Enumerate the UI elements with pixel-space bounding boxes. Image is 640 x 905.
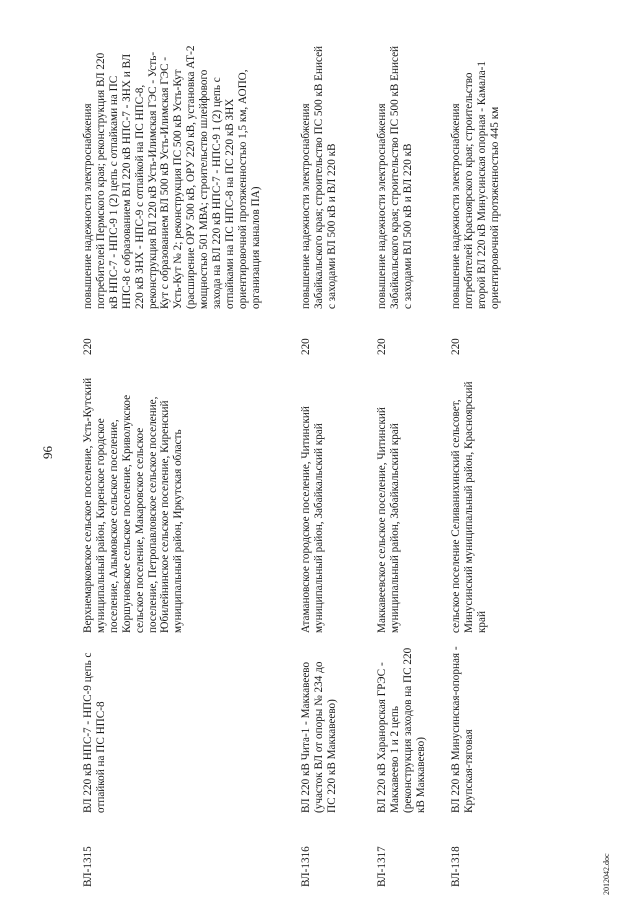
row-line-name: ВЛ 220 кВ Харанорская ГРЭС - Маккавеево 1 и 2 цепь (реконструкция заходов на ПС 220 кВ Маккавеево) [376,647,427,813]
table-row [82,0,300,905]
row-line-name: ВЛ 220 кВ Минусинская-опорная - Крупская-тяговая [450,646,475,813]
row-code: ВЛ-1316 [300,846,312,887]
row-line-name: ВЛ 220 кВ Чита-1 - Маккавеево (участок ВЛ от опоры № 234 до ПС 220 кВ Маккавеево) [300,661,338,813]
row-purpose: повышение надежности электроснабжения потребителей Пермского края; реконструкция ВЛ 220 кВ НПС-7 - НПС-9 1 (2) цепь с отпайками на ПС НПС-8 с образованием ВЛ 220 кВ НПС-7 - ЗНХ и ВЛ 220 кВ ЗНХ - НПС-9 с отпайкой на ПС НПС-8, реконструкция ВЛ 220 кВ Усть-Илимская ГЭС - Усть-Кут с образованием ВЛ 500 кВ Усть-Илимская ГЭС - Усть-Кут № 2; реконструкция ПС 500 кВ Усть-Кут (расширение ОРУ 500 кВ, ОРУ 220 кВ, установка АТ-2 мощностью 501 МВА; строительство шлейфового захода на ВЛ 220 кВ НПС-7 - НПС-9 1 (2) цепь с отпайками на ПС НПС-8 на ПС 220 кВ ЗНХ ориентировочной протяженностью 1,5 км, АОПО, организация каналов ПА) [82,45,262,309]
row-voltage: 220 [82,338,94,355]
table [82,0,520,905]
row-voltage: 220 [300,338,312,355]
row-voltage: 220 [450,338,462,355]
table-row [300,0,376,905]
row-purpose: повышение надежности электроснабжения Забайкальского края; строительство ПС 500 кВ Енисей с заходами ВЛ 500 кВ и ВЛ 220 кВ [300,45,338,309]
row-purpose: повышение надежности электроснабжения потребителей Красноярского края; строительство второй ВЛ 220 кВ Минусинская опорная - Камала-1 ориентировочной протяженностью 445 км [450,61,501,309]
row-line-name: ВЛ 220 кВ НПС-7 - НПС-9 цепь с отпайкой на ПС НПС-8 [82,652,107,813]
row-code: ВЛ-1317 [376,846,388,887]
row-code: ВЛ-1315 [82,846,94,887]
table-row [376,0,450,905]
page-number: 96 [40,446,55,459]
row-location: Маккавеевское сельское поселение, Читинский муниципальный район, Забайкальский край [376,407,401,633]
table-row [450,0,520,905]
row-location: Верхнемарковское сельское поселение, Усть-Кутский муниципальный район, Киренское городское поселение, Алымовское сельское поселение, Коршуновское сельское поселение, Криволукское сельское поселение, Макаровское сельское поселение, Петропавловское сельское поселение, Юбилейнинское сельское поселение, Киренский муниципальный район, Иркутская область [82,377,185,633]
footer-filename: 2012042.doc [602,853,611,895]
row-location: сельское поселение Селиванихинский сельсовет, Минусинский муниципальный район, Красноярский край [450,381,488,633]
row-purpose: повышение надежности электроснабжения Забайкальского края; строительство ПС 500 кВ Енисей с заходами ВЛ 500 кВ и ВЛ 220 кВ [376,45,414,309]
row-voltage: 220 [376,338,388,355]
row-code: ВЛ-1318 [450,846,462,887]
row-location: Атамановское городское поселение, Читинский муниципальный район, Забайкальский край [300,406,325,633]
